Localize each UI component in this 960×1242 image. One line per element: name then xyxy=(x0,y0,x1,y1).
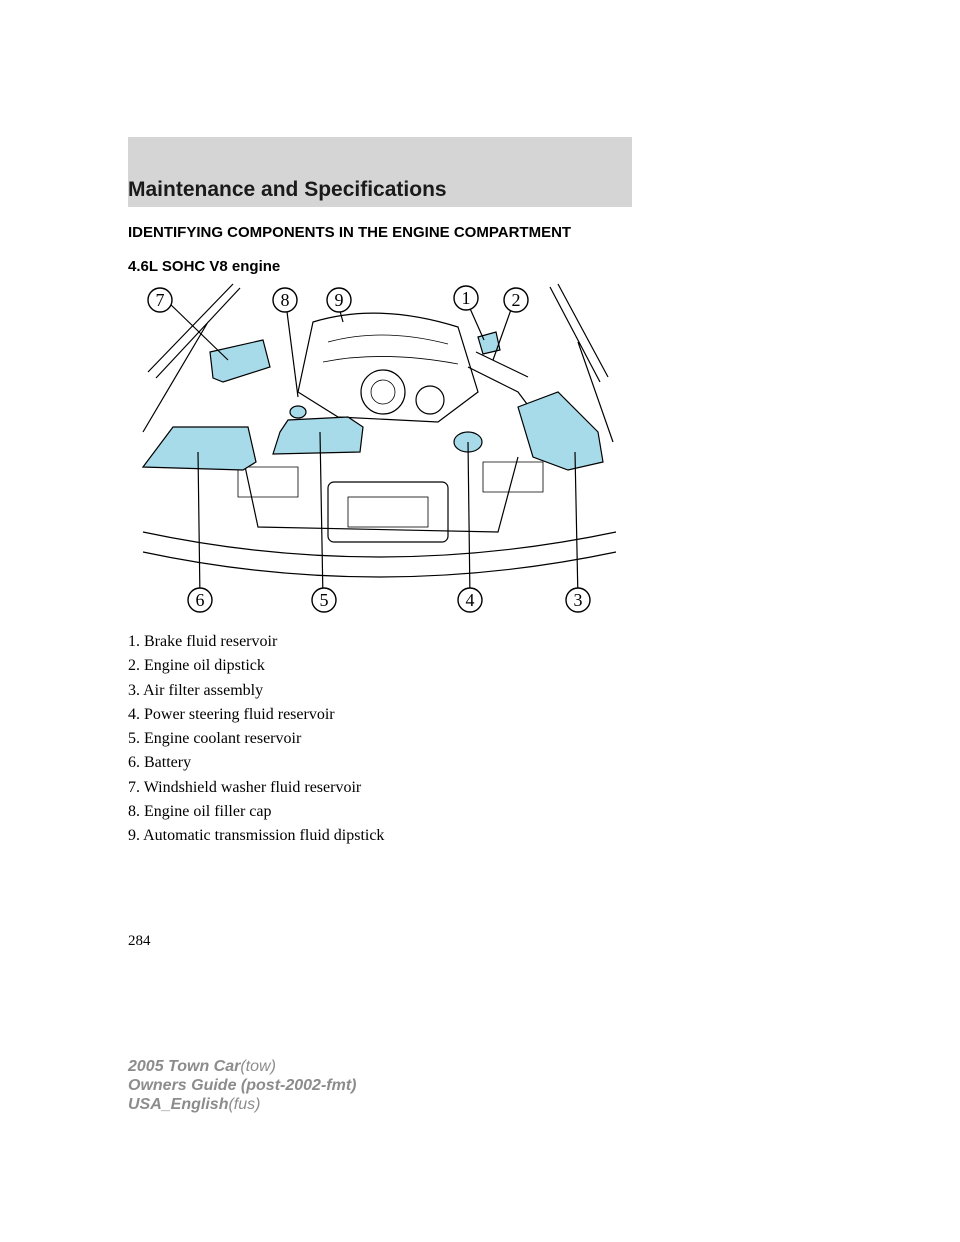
callout-5 xyxy=(312,588,336,612)
list-item: 8. Engine oil filler cap xyxy=(128,803,272,821)
svg-text:7: 7 xyxy=(155,290,165,310)
callout-9 xyxy=(327,288,351,312)
callout-1 xyxy=(454,286,478,310)
svg-text:1: 1 xyxy=(461,288,471,308)
list-item: 3. Air filter assembly xyxy=(128,681,264,699)
callout-4 xyxy=(458,588,482,612)
callout-3 xyxy=(566,588,590,612)
callout-6 xyxy=(188,588,212,612)
callout-7 xyxy=(148,288,172,312)
list-item: 1. Brake fluid reservoir xyxy=(128,633,278,650)
svg-text:4: 4 xyxy=(465,590,475,610)
footer-model: 2005 Town Car xyxy=(128,1058,241,1075)
engine-label: 4.6L SOHC V8 engine xyxy=(128,258,281,275)
section-heading: IDENTIFYING COMPONENTS IN THE ENGINE COMPARTMENT xyxy=(128,224,572,241)
svg-text:9: 9 xyxy=(334,290,344,310)
svg-text:2: 2 xyxy=(511,290,521,310)
list-item: 7. Windshield washer fluid reservoir xyxy=(128,778,362,796)
list-item: 5. Engine coolant reservoir xyxy=(128,730,302,748)
list-item: 6. Battery xyxy=(128,754,192,772)
list-item: 9. Automatic transmission fluid dipstick xyxy=(128,827,385,845)
footer-model-code: (tow) xyxy=(240,1058,276,1075)
svg-text:5: 5 xyxy=(319,590,329,610)
page-title: Maintenance and Specifications xyxy=(128,178,447,201)
page-number: 284 xyxy=(128,933,151,949)
document-footer xyxy=(128,1057,356,1114)
svg-text:6: 6 xyxy=(195,590,205,610)
callout-2 xyxy=(504,288,528,312)
footer-guide: Owners Guide (post-2002-fmt) xyxy=(128,1077,357,1094)
list-item: 4. Power steering fluid reservoir xyxy=(128,705,335,723)
component-list xyxy=(128,632,384,851)
engine-compartment-diagram xyxy=(138,282,618,616)
list-item: 2. Engine oil dipstick xyxy=(128,657,265,675)
callout-8 xyxy=(273,288,297,312)
svg-text:3: 3 xyxy=(573,590,583,610)
footer-language: USA_English xyxy=(128,1096,229,1113)
svg-text:8: 8 xyxy=(280,290,290,310)
footer-language-code: (fus) xyxy=(228,1096,261,1113)
